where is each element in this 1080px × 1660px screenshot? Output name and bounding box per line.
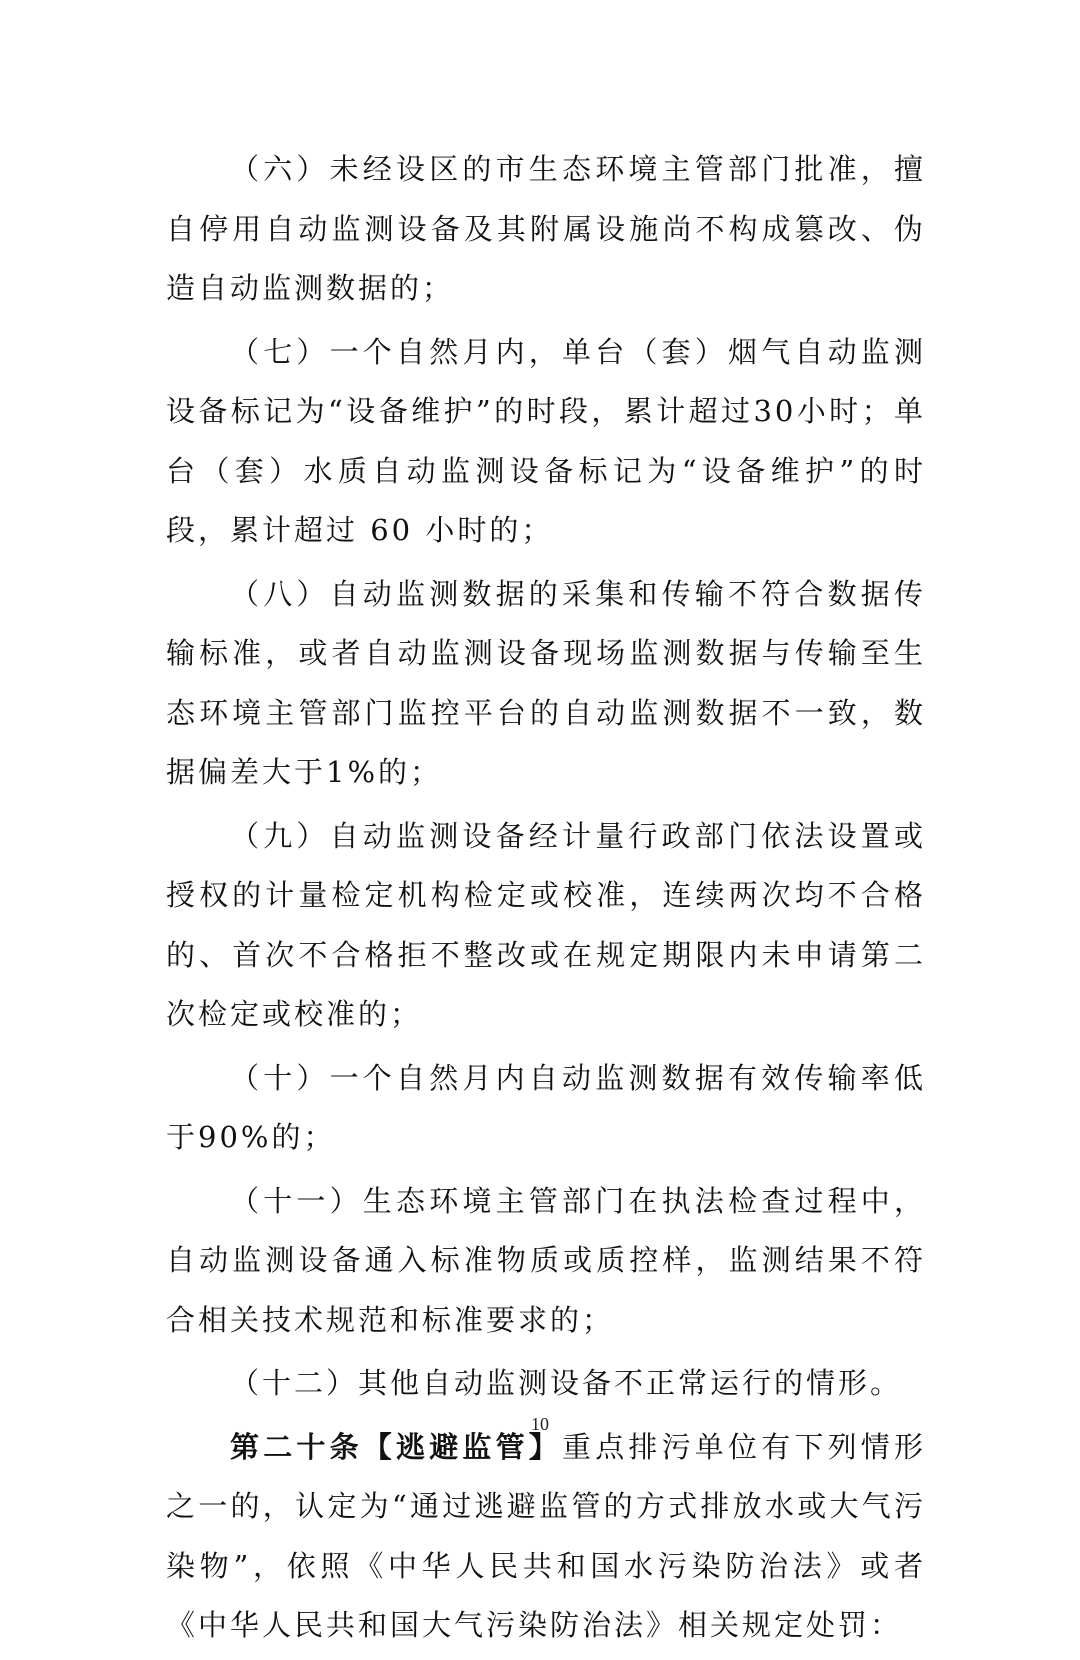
clause-10: （十）一个自然月内自动监测数据有效传输率低于90%的； — [166, 1060, 926, 1154]
clause-12: （十二）其他自动监测设备不正常运行的情形。 — [230, 1366, 903, 1400]
clause-9: （九）自动监测设备经计量行政部门依法设置或授权的计量检定机构检定或校准，连续两次均不合格的、首次不合格拒不整改或在规定期限内未申请第二次检定或校准的； — [166, 818, 926, 1031]
page-number: 10 — [531, 1414, 549, 1434]
article-body: 重点排污单位有下列情形之一的，认定为“通过逃避监管的方式排放水或大气污染物”，依照《中华人民共和国水污染防治法》或者《中华人民共和国大气污染防治法》相关规定处罚： — [166, 1429, 926, 1642]
clause-8: （八）自动监测数据的采集和传输不符合数据传输标准，或者自动监测设备现场监测数据与传输至生态环境主管部门监控平台的自动监测数据不一致，数据偏差大于1%的； — [166, 576, 926, 789]
clause-11: （十一）生态环境主管部门在执法检查过程中，自动监测设备通入标准物质或质控样，监测结果不符合相关技术规范和标准要求的； — [166, 1183, 926, 1337]
article-20 — [166, 1418, 926, 1656]
clause-7: （七）一个自然月内，单台（套）烟气自动监测设备标记为“设备维护”的时段，累计超过30小时；单台（套）水质自动监测设备标记为“设备维护”的时段，累计超过 60 小时的； — [166, 334, 926, 547]
article-heading: 第二十条【逃避监管】 — [230, 1429, 562, 1464]
clause-6: （六）未经设区的市生态环境主管部门批准，擅自停用自动监测设备及其附属设施尚不构成篡改、伪造自动监测数据的； — [166, 152, 926, 305]
